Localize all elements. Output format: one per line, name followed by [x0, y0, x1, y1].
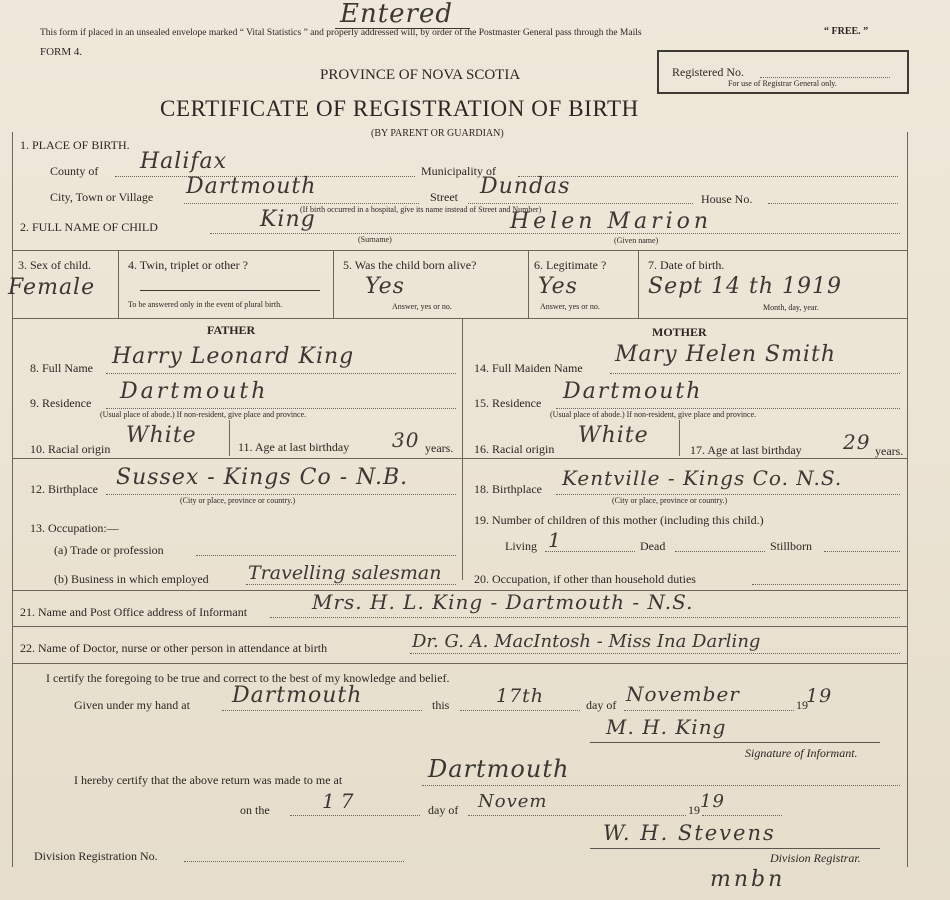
postal-notice: This form if placed in an unsealed envelope marked “ Vital Statistics ” and properly addressed will, by order of the Postmaster General pass through the Mails [40, 28, 642, 38]
mother-birthplace-line [556, 494, 900, 495]
row3-top-rule [12, 250, 907, 251]
given-place-value: Dartmouth [232, 683, 363, 708]
mother-name-line [610, 373, 900, 374]
street-value: Dundas [480, 174, 571, 199]
trade-line [196, 555, 456, 556]
sex-value: Female [8, 275, 96, 300]
day-of-label: day of [586, 698, 617, 712]
given-under-label: Given under my hand at [74, 698, 190, 712]
child-name-line [210, 233, 900, 234]
certificate-subtitle: (BY PARENT OR GUARDIAN) [371, 128, 504, 139]
date-of-birth-label: 7. Date of birth. [648, 258, 725, 272]
father-name-line [106, 373, 456, 374]
this-label: this [432, 698, 450, 712]
certify-statement: I certify the foregoing to be true and correct to the best of my knowledge and belief. [46, 671, 450, 685]
informant-signature-line [590, 742, 880, 743]
registrar-day-line [290, 815, 420, 816]
county-value: Halifax [140, 149, 228, 174]
city-label: City, Town or Village [50, 190, 154, 204]
father-birthplace-line [106, 494, 456, 495]
dead-line [675, 551, 765, 552]
twin-label: 4. Twin, triplet or other ? [128, 258, 248, 272]
month-value: November [626, 682, 740, 706]
row3-divider-1 [118, 250, 119, 318]
mother-birthplace-value: Kentville - Kings Co. N.S. [562, 466, 843, 490]
father-residence-line [106, 408, 456, 409]
division-registrar-label: Division Registrar. [770, 851, 861, 865]
doctor-line [410, 653, 900, 654]
mother-residence-line [556, 408, 900, 409]
house-number-label: House No. [701, 192, 753, 206]
province-heading: PROVINCE OF NOVA SCOTIA [320, 67, 521, 83]
stillborn-label: Stillborn [770, 539, 813, 553]
municipality-line [518, 176, 898, 177]
mother-name-label: 14. Full Maiden Name [474, 361, 583, 375]
alive-label: 5. Was the child born alive? [343, 258, 477, 272]
business-value: Travelling salesman [248, 562, 442, 584]
twin-note: To be answered only in the event of plural birth. [128, 300, 283, 309]
entered-stamp: Entered [340, 0, 454, 29]
mother-occupation-label: 20. Occupation, if other than household duties [474, 572, 696, 586]
sex-label: 3. Sex of child. [18, 258, 91, 272]
trade-label: (a) Trade or profession [54, 543, 164, 557]
informant-label: 21. Name and Post Office address of Informant [20, 605, 248, 619]
division-registration-label: Division Registration No. [34, 849, 158, 863]
hospital-note: (If birth occurred in a hospital, give its name instead of Street and Number) [300, 205, 542, 214]
mother-age-value: 29 [843, 430, 871, 454]
father-name-label: 8. Full Name [30, 361, 93, 375]
registered-number-label: Registered No. [672, 65, 744, 79]
registrar-place-value: Dartmouth [428, 755, 570, 783]
mother-occupation-line [752, 584, 900, 585]
certificate-title: CERTIFICATE OF REGISTRATION OF BIRTH [160, 96, 639, 121]
row3-divider-3 [528, 250, 529, 318]
row3-bottom-rule [12, 318, 907, 319]
registered-number-note: For use of Registrar General only. [728, 79, 837, 88]
child-given-name: Helen Marion [510, 209, 713, 234]
registrar-statement: I hereby certify that the above return was made to me at [74, 773, 343, 787]
alive-note: Answer, yes or no. [392, 302, 452, 311]
father-racial-value: White [126, 423, 197, 448]
parents-divider [462, 318, 463, 580]
registrar-year-prefix: 19 [688, 803, 700, 817]
registrar-signature-line [590, 848, 880, 849]
day-line [460, 710, 580, 711]
registrar-year-suffix: 19 [700, 791, 725, 812]
father-birthplace-label: 12. Birthplace [30, 482, 98, 496]
county-label: County of [50, 164, 99, 178]
year-prefix: 19 [796, 698, 808, 712]
frame-left [12, 132, 13, 867]
postal-notice-free: “ FREE. ” [824, 26, 869, 37]
doctor-bottom-rule [12, 663, 907, 664]
father-age-value: 30 [392, 428, 420, 452]
father-residence-value: Dartmouth [120, 379, 269, 404]
month-line [624, 710, 794, 711]
place-of-birth-heading: 1. PLACE OF BIRTH. [20, 138, 130, 152]
legitimate-value: Yes [538, 274, 578, 299]
street-label: Street [430, 190, 458, 204]
year-suffix: 19 [806, 685, 833, 707]
child-surname: King [260, 207, 316, 232]
city-value: Dartmouth [186, 174, 317, 199]
father-birthplace-value: Sussex - Kings Co - N.B. [116, 465, 409, 490]
house-number-line [768, 203, 898, 204]
father-row-rule [12, 458, 462, 459]
twin-line [140, 290, 320, 291]
business-label: (b) Business in which employed [54, 572, 209, 586]
mother-residence-label: 15. Residence [474, 396, 542, 410]
street-line [468, 203, 693, 204]
father-racial-divider [229, 420, 230, 456]
mother-racial-divider [679, 420, 680, 456]
given-place-line [222, 710, 422, 711]
doctor-value: Dr. G. A. MacIntosh - Miss Ina Darling [412, 631, 761, 652]
father-age-label: 11. Age at last birthday [238, 440, 350, 454]
business-line [246, 584, 456, 585]
row3-divider-4 [638, 250, 639, 318]
father-birthplace-note: (City or place, province or country.) [180, 496, 296, 505]
row3-divider-2 [333, 250, 334, 318]
father-residence-label: 9. Residence [30, 396, 92, 410]
mother-age-years: years. [875, 444, 904, 458]
informant-signature-label: Signature of Informant. [745, 746, 858, 760]
given-name-label: (Given name) [614, 236, 659, 245]
registrar-on-label: on the [240, 803, 270, 817]
municipality-label: Municipality of [421, 164, 496, 178]
entered-underline [335, 28, 470, 29]
registrar-day-value: 17 [322, 789, 360, 813]
living-line [545, 551, 635, 552]
surname-label: (Surname) [358, 235, 392, 244]
alive-value: Yes [365, 274, 405, 299]
form-number: FORM 4. [40, 46, 83, 58]
registrar-year-line [702, 815, 782, 816]
father-age-years: years. [425, 441, 454, 455]
stillborn-line [824, 551, 900, 552]
day-value: 17th [496, 685, 545, 707]
father-racial-label: 10. Racial origin [30, 442, 111, 456]
mother-racial-value: White [578, 423, 649, 448]
mother-residence-value: Dartmouth [563, 379, 703, 404]
city-line [184, 203, 419, 204]
father-heading: FATHER [207, 323, 256, 337]
mother-name-value: Mary Helen Smith [615, 342, 836, 367]
living-label: Living [505, 539, 537, 553]
registrar-month-line [468, 815, 686, 816]
registrar-signature: W. H. Stevens [603, 821, 776, 845]
mother-row-rule [462, 458, 907, 459]
informant-line [270, 617, 900, 618]
registrar-day-of-label: day of [428, 803, 459, 817]
registered-number-line [760, 77, 890, 78]
living-value: 1 [548, 528, 562, 552]
mother-birthplace-note: (City or place, province or country.) [612, 496, 728, 505]
mother-residence-note: (Usual place of abode.) If non-resident, give place and province. [550, 410, 757, 419]
informant-bottom-rule [12, 626, 907, 627]
mother-heading: MOTHER [652, 325, 707, 339]
father-residence-note: (Usual place of abode.) If non-resident, give place and province. [100, 410, 307, 419]
children-count-label: 19. Number of children of this mother (including this child.) [474, 513, 764, 527]
child-name-label: 2. FULL NAME OF CHILD [20, 220, 158, 234]
legitimate-label: 6. Legitimate ? [534, 258, 607, 272]
legitimate-note: Answer, yes or no. [540, 302, 600, 311]
informant-value: Mrs. H. L. King - Dartmouth - N.S. [312, 590, 694, 614]
registrar-initials: mnbn [710, 867, 786, 892]
occupation-heading: 13. Occupation:— [30, 521, 119, 535]
dead-label: Dead [640, 539, 666, 553]
frame-right [907, 132, 908, 867]
registrar-month-value: Novem [478, 791, 548, 812]
mother-age-label: 17. Age at last birthday [690, 443, 802, 457]
informant-signature: M. H. King [606, 715, 727, 739]
registrar-place-line [422, 785, 900, 786]
doctor-label: 22. Name of Doctor, nurse or other person in attendance at birth [20, 641, 328, 655]
date-of-birth-note: Month, day, year. [763, 303, 819, 312]
division-registration-line [184, 861, 404, 862]
father-name-value: Harry Leonard King [112, 344, 355, 369]
date-of-birth-value: Sept 14 th 1919 [648, 274, 842, 299]
mother-racial-label: 16. Racial origin [474, 442, 555, 456]
mother-birthplace-label: 18. Birthplace [474, 482, 542, 496]
